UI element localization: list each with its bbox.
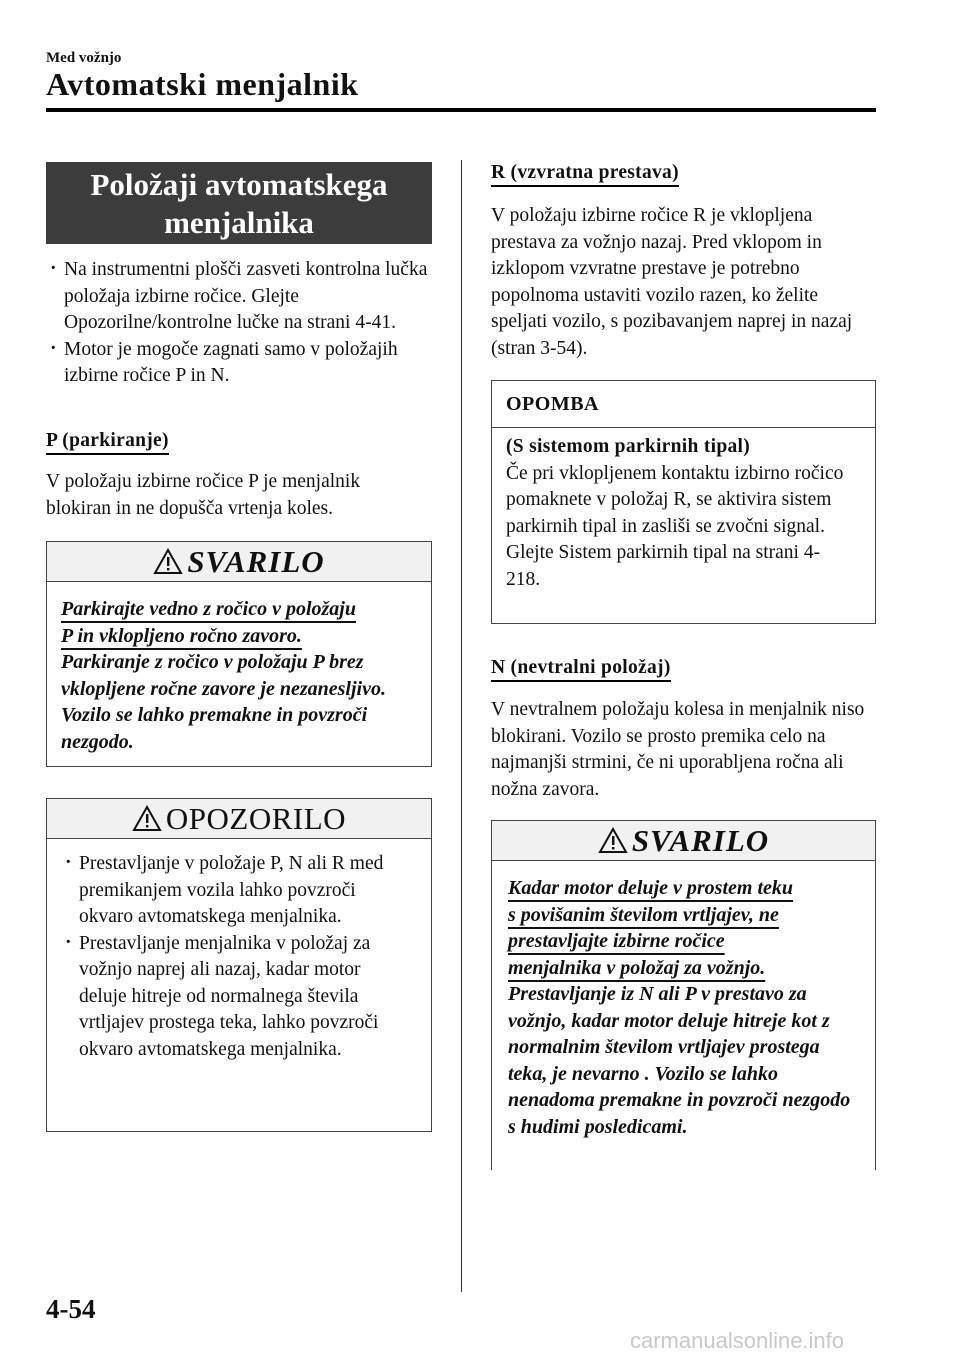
- svarilo-header: [47, 542, 431, 582]
- svarilo-header: [492, 821, 875, 861]
- opomba-title: OPOMBA: [506, 392, 599, 415]
- p-heading: P (parkiranje): [46, 430, 169, 455]
- opomba-subtitle: (S sistemom parkirnih tipal): [506, 436, 751, 457]
- r-heading: R (vzvratna prestava): [491, 162, 679, 187]
- svarilo-box-2: [491, 820, 876, 1170]
- svarilo-text: Prestavljanje iz N ali P v prestavo za vožnjo, kadar motor deluje hitreje kot z normalnim številom vrtljajev prostega teka, je nevarno . Vozilo se lahko nenadoma premakne in povzroči nezgodo s hudimi posledicami.: [508, 983, 851, 1138]
- opozorilo-header: [47, 799, 431, 839]
- opomba-reference: Glejte Sistem parkirnih tipal na strani 4-218.: [506, 542, 821, 590]
- svarilo-underlined-line: s povišanim številom vrtljajev, ne: [508, 903, 779, 926]
- opomba-box: [491, 380, 876, 624]
- topic-title-line1: Položaji avtomatskega: [90, 167, 388, 202]
- page-number: 4-54: [46, 1294, 96, 1324]
- intro-bullet-list: [46, 257, 434, 390]
- opozorilo-box: [46, 798, 432, 1132]
- n-text: V nevtralnem položaju kolesa in menjalnik niso blokirani. Vozilo se prosto premika celo na najmanjši strmini, če ni uporabljena ročna ali nožna zavora.: [491, 699, 865, 800]
- svarilo-underlined-line: prestavljajte izbirne ročice: [508, 930, 725, 952]
- svarilo-underlined-line: Kadar motor deluje v prostem teku: [508, 877, 793, 899]
- list-item: · Na instrumentni plošči zasveti kontrolna lučka položaja izbirne ročice. Glejte Opozorilne/kontrolne lučke na strani 4-41.: [46, 257, 434, 337]
- opomba-header: [492, 381, 875, 428]
- svarilo-underlined-line: Parkirajte vedno z ročico v položaju: [61, 598, 356, 620]
- warning-triangle-icon: [132, 805, 162, 832]
- column-divider: [461, 160, 462, 1292]
- header-rule: [46, 108, 876, 112]
- warning-triangle-icon: [153, 548, 183, 575]
- list-item: · Motor je mogoče zagnati samo v položajih izbirne ročice P in N.: [46, 337, 434, 390]
- svarilo-underlined-line: P in vklopljeno ročno zavoro.: [61, 624, 302, 647]
- list-item: · Prestavljanje menjalnika v položaj za vožnjo naprej ali nazaj, kadar motor deluje hitreje od normalnega števila vrtljajev prostega teka, lahko povzroči okvaro avtomatskega menjalnika.: [61, 931, 411, 1064]
- opozorilo-title: OPOZORILO: [165, 800, 347, 836]
- svarilo-title: SVARILO: [631, 822, 770, 858]
- watermark: carmanualsonline.info: [630, 1328, 845, 1353]
- svarilo-text: Parkiranje z ročico v položaju P brez vklopljene ročne zavore je nezanesljivo. Vozilo se lahko premakne in povzroči nezgodo.: [61, 651, 386, 753]
- n-heading: N (nevtralni položaj): [491, 657, 671, 682]
- section-title: Avtomatski menjalnik: [46, 66, 359, 102]
- opozorilo-bullet-list: [61, 851, 411, 1063]
- svarilo-underlined-line: menjalnika v položaj za vožnjo.: [508, 956, 766, 979]
- section-label: Med vožnjo: [46, 50, 122, 66]
- opomba-text: Če pri vklopljenem kontaktu izbirno ročico pomaknete v položaj R, se aktivira sistem parkirnih tipal in zasliši se zvočni signal.: [506, 462, 844, 537]
- p-text: V položaju izbirne ročice P je menjalnik blokiran in ne dopušča vrtenja koles.: [46, 471, 361, 519]
- warning-triangle-icon: [598, 827, 628, 854]
- topic-title-box: [46, 162, 432, 244]
- list-item: · Prestavljanje v položaje P, N ali R med premikanjem vozila lahko povzroči okvaro avtomatskega menjalnika.: [61, 851, 411, 931]
- svarilo-box-1: [46, 541, 432, 767]
- r-text: V položaju izbirne ročice R je vklopljena prestava za vožnjo nazaj. Pred vklopom in izklopom vzvratne prestave je potrebno popolnoma ustaviti vozilo razen, ko želite speljati vozilo, s pozibavanjem naprej in nazaj (stran 3-54).: [491, 205, 853, 359]
- svarilo-title: SVARILO: [187, 543, 325, 579]
- topic-title-line2: menjalnika: [164, 205, 314, 240]
